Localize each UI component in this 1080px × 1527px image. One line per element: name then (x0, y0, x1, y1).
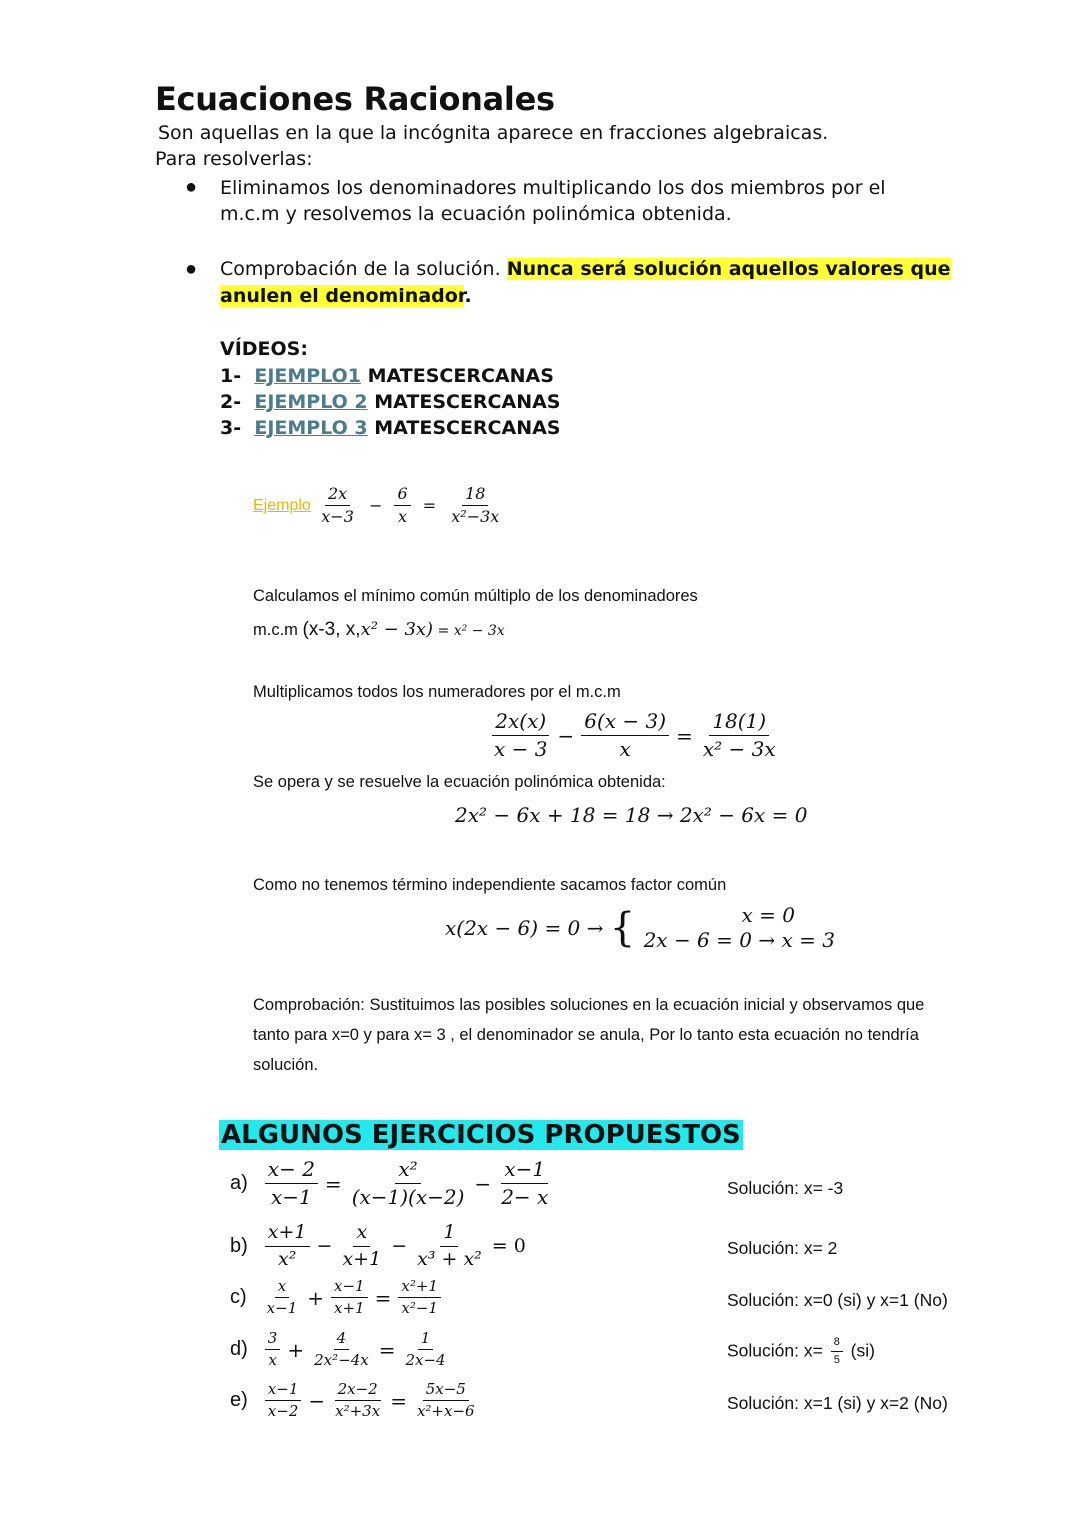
how-to-text: Para resolverlas: (155, 148, 313, 170)
solution-a: Solución: x= -3 (727, 1178, 844, 1198)
exercise-e: e) $\frac{x-1}{x-2}$ − $\frac{2x-2}{\text{x²+3x}}$ = $\frac{5x-5}{\text{x²+x−6}}$ (230, 1380, 475, 1421)
bullet-dot-1: ● (185, 176, 198, 198)
bullet-2-end: . (464, 285, 472, 307)
bullet-2-line-1 (220, 258, 951, 280)
check-line-2: tanto para x=0 y para x= 3 , el denominador se anula, Por lo tanto esta ecuación no tendría (253, 1026, 919, 1044)
exercise-d: d) $\frac{3}{x}$ + $\frac{4}{\text{2x²−4x}}$ = $\frac{1}{2x-4}$ (230, 1329, 446, 1370)
check-line-1: Comprobación: Sustituimos las posibles soluciones en la ecuación inicial y observamos que (253, 996, 925, 1014)
exercise-b: b) $\frac{x+1}{\text{x²}}$ − $\frac{x}{x+1}$ − $\frac{1}{\text{x³ + x²}}$ = 0 (230, 1221, 526, 1270)
bullet-2-line-2 (220, 285, 472, 307)
video-2-rest: MATESCERCANAS (367, 391, 561, 413)
polynomial-equation: 2x² − 6x + 18 = 18 → 2x² − 6x = 0 (455, 803, 808, 827)
exercise-c: c) $\frac{x}{x-1}$ + $\frac{x-1}{x+1}$ = $\frac{\text{x²+1}}{\text{x²−1}}$ (230, 1278, 452, 1318)
video-1-rest: MATESCERCANAS (361, 365, 554, 387)
bullet-2-highlight-2: anulen el denominador (220, 285, 465, 307)
video-item-2 (220, 391, 561, 413)
solution-c: Solución: x=0 (si) y x=1 (No) (727, 1290, 948, 1310)
solution-d: Solución: x= $\frac{8}{5}$ (si) (727, 1336, 875, 1366)
example-frac-2: $\frac{6}{x}$ (394, 485, 410, 527)
video-3-num: 3- (220, 417, 242, 439)
step-3-text: Se opera y se resuelve la ecuación polinómica obtenida: (253, 773, 666, 791)
exercises-heading: ALGUNOS EJERCICIOS PROPUESTOS (221, 1120, 741, 1150)
page-title: Ecuaciones Racionales (155, 80, 555, 118)
bullet-2-text: Comprobación de la solución. (220, 258, 507, 280)
bullet-1-line-1: Eliminamos los denominadores multiplicando los dos miembros por el (220, 177, 886, 199)
bullet-2-highlight-1: Nunca será solución aquellos valores que (506, 258, 951, 280)
multiplied-equation: $\frac{2x(x)}{x - 3}$ − $\frac{6(x - 3)}{x}$ = $\frac{18(1)}{\text{x² − 3x}}$ (494, 709, 776, 761)
example-link[interactable]: Ejemplo (253, 497, 311, 515)
videos-heading: VÍDEOS: (220, 338, 308, 360)
bullet-dot-2: ● (185, 258, 198, 280)
step-4-text: Como no tenemos término independiente sacamos factor común (253, 876, 727, 894)
video-link-1[interactable]: EJEMPLO1 (254, 365, 362, 387)
video-1-num: 1- (220, 365, 242, 387)
brace-icon: { (609, 905, 636, 951)
video-item-3 (220, 417, 561, 439)
example-frac-1: $\frac{2x}{x-3}$ (321, 484, 354, 527)
bullet-1-line-2: m.c.m y resolvemos la ecuación polinómica obtenida. (220, 203, 732, 225)
video-item-1 (220, 365, 554, 387)
solution-e: Solución: x=1 (si) y x=2 (No) (727, 1393, 948, 1413)
video-link-3[interactable]: EJEMPLO 3 (254, 417, 368, 439)
step-1-text: Calculamos el mínimo común múltiplo de los denominadores (253, 587, 698, 605)
example-equation: Ejemplo $\frac{2x}{x-3}$ − $\frac{6}{x}$ = $\frac{18}{\text{x²−3x}}$ (253, 485, 505, 527)
mcm-line: m.c.m (x-3, x,x² − 3x) = x² − 3x (253, 619, 505, 640)
factored-equation: x(2x − 6) = 0 → { x = 0 2x − 6 = 0 → x = 3 (445, 903, 835, 952)
exercise-a: a) $\frac{x- 2}{x-1}$ = $\frac{\text{x²}}{(x-1)(x-2)}$ − $\frac{x-1}{2- x}$ (230, 1157, 549, 1209)
definition-text: Son aquellas en la que la incógnita aparece en fracciones algebraicas. (158, 122, 829, 144)
video-link-2[interactable]: EJEMPLO 2 (254, 391, 368, 413)
example-frac-3: $\frac{18}{\text{x²−3x}}$ (451, 484, 500, 527)
check-line-3: solución. (253, 1056, 319, 1074)
solution-b: Solución: x= 2 (727, 1238, 838, 1258)
step-2-text: Multiplicamos todos los numeradores por el m.c.m (253, 683, 621, 701)
video-3-rest: MATESCERCANAS (367, 417, 561, 439)
video-2-num: 2- (220, 391, 242, 413)
